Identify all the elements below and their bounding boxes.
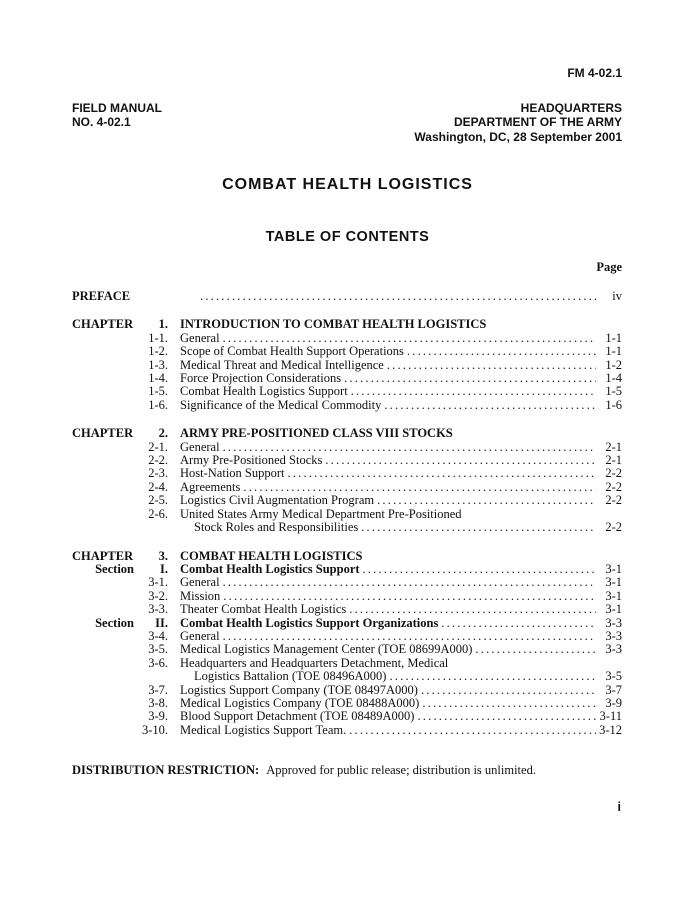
entry-page: 2-2	[605, 479, 622, 494]
toc-entry-row	[72, 630, 622, 643]
preface-page: iv	[612, 289, 622, 303]
chapter-label: CHAPTER	[72, 317, 134, 332]
entry-title: Medical Threat and Medical Intelligence	[180, 357, 384, 372]
entry-title: Army Pre-Positioned Stocks	[180, 453, 323, 468]
entry-page: 1-4	[605, 371, 622, 386]
toc-title-cell	[180, 359, 622, 372]
toc-entry-row	[72, 454, 622, 467]
section-label: Section	[95, 561, 134, 576]
toc-entry-row	[72, 481, 622, 494]
entry-page: 3-7	[605, 682, 622, 697]
dot-leader	[361, 521, 596, 534]
entry-number: 1-2.	[148, 344, 168, 359]
preface-leader-cell	[180, 290, 622, 303]
entry-number: 3-5.	[148, 642, 168, 657]
toc-title-cell	[180, 454, 622, 467]
toc-title-cell	[180, 603, 622, 616]
entry-title: Theater Combat Health Logistics	[180, 602, 347, 617]
toc-title-cell	[180, 710, 622, 723]
entry-title: General	[180, 628, 220, 643]
toc-title-cell	[180, 630, 622, 643]
toc-chapter-heading	[72, 318, 622, 331]
manual-label: FIELD MANUAL	[72, 101, 162, 115]
dot-leader	[407, 345, 596, 358]
toc-title-cell	[180, 657, 622, 670]
entry-page: 3-1	[605, 575, 622, 590]
toc-title-cell	[180, 481, 622, 494]
toc-title-cell	[180, 521, 622, 534]
entry-page: 2-2	[605, 520, 622, 535]
dot-leader	[349, 603, 596, 616]
entry-number: 1-6.	[148, 397, 168, 412]
entry-title: Medical Logistics Company (TOE 08488A000)	[180, 695, 420, 710]
toc-entry-row	[72, 697, 622, 710]
chapter-label: CHAPTER	[72, 426, 134, 441]
entry-page: 2-2	[605, 493, 622, 508]
entry-number: 2-5.	[148, 493, 168, 508]
entry-page: 1-2	[605, 357, 622, 372]
entry-number: 3-9.	[148, 709, 168, 724]
toc-title-cell	[180, 345, 622, 358]
entry-page: 3-9	[605, 695, 622, 710]
entry-number: 3-2.	[148, 588, 168, 603]
entry-title: Medical Logistics Support Team.	[180, 722, 347, 737]
toc-entry-row	[72, 467, 622, 480]
toc-title-cell	[180, 332, 622, 345]
toc-entry-row	[72, 494, 622, 507]
dot-leader	[351, 385, 596, 398]
preface-label: PREFACE	[72, 289, 131, 303]
dot-leader	[223, 630, 596, 643]
chapter-title: COMBAT HEALTH LOGISTICS	[180, 548, 363, 563]
chapter-title: INTRODUCTION TO COMBAT HEALTH LOGISTICS	[180, 317, 487, 332]
toc-title-cell	[180, 399, 622, 412]
toc-title-cell	[180, 372, 622, 385]
entry-title-continued: Stock Roles and Responsibilities	[194, 520, 359, 535]
page-column-label: Page	[596, 260, 622, 274]
chapter-number: 1.	[158, 317, 168, 332]
dot-leader	[421, 684, 596, 697]
toc-section-row	[72, 617, 622, 630]
org-department: DEPARTMENT OF THE ARMY	[454, 115, 622, 130]
entry-number: 1-1.	[148, 330, 168, 345]
dot-leader	[200, 290, 596, 303]
entry-number: 2-4.	[148, 479, 168, 494]
entry-number: 3-7.	[148, 682, 168, 697]
toc-title-cell	[180, 508, 622, 521]
org-date-line: Washington, DC, 28 September 2001	[414, 129, 622, 144]
entry-title: Agreements	[180, 479, 241, 494]
dot-leader	[441, 617, 596, 630]
entry-number: 3-1.	[148, 575, 168, 590]
chapter-label: CHAPTER	[72, 548, 134, 563]
entry-page: 1-6	[605, 397, 622, 412]
entry-page: 3-1	[605, 561, 622, 576]
entry-page: 1-5	[605, 384, 622, 399]
entry-page: 3-12	[599, 722, 622, 737]
preface-row	[72, 290, 622, 303]
toc-title-cell	[180, 670, 622, 683]
dot-leader	[384, 399, 596, 412]
section-number: II.	[155, 615, 168, 630]
toc-heading: TABLE OF CONTENTS	[265, 229, 430, 245]
chapter-title: ARMY PRE-POSITIONED CLASS VIII STOCKS	[180, 426, 453, 441]
chapter-number: 2.	[158, 426, 168, 441]
toc-title-cell	[180, 427, 622, 440]
dot-leader	[223, 590, 596, 603]
toc-title-cell	[180, 697, 622, 710]
entry-title: Scope of Combat Health Support Operations	[180, 344, 404, 359]
entry-title: Logistics Civil Augmentation Program	[180, 493, 375, 508]
toc-title-cell	[180, 563, 622, 576]
toc-entry-row	[72, 359, 622, 372]
distribution-restriction	[72, 763, 622, 778]
toc-title-cell	[180, 684, 622, 697]
toc-title-cell	[180, 467, 622, 480]
dot-leader	[344, 372, 596, 385]
toc-title-cell	[180, 576, 622, 589]
distribution-label: DISTRIBUTION RESTRICTION:	[72, 763, 260, 777]
toc-title-cell	[180, 724, 622, 737]
distribution-text: Approved for public release; distribution is unlimited.	[266, 763, 536, 777]
entry-title: Significance of the Medical Commodity	[180, 397, 382, 412]
dot-leader	[223, 441, 596, 454]
toc-title-cell	[180, 550, 622, 563]
dot-leader	[363, 563, 596, 576]
entry-page: 2-1	[605, 439, 622, 454]
dot-leader	[288, 467, 596, 480]
chapter-number: 3.	[158, 548, 168, 563]
entry-title: Force Projection Considerations	[180, 371, 342, 386]
toc-chapter-block	[72, 427, 622, 534]
dot-leader	[422, 697, 596, 710]
entry-page: 1-1	[605, 344, 622, 359]
entry-number: 3-3.	[148, 602, 168, 617]
dot-leader	[325, 454, 596, 467]
toc-chapter-heading	[72, 427, 622, 440]
masthead	[72, 101, 622, 144]
entry-title: Combat Health Logistics Support	[180, 384, 348, 399]
toc-title-cell	[180, 385, 622, 398]
entry-number: 2-2.	[148, 453, 168, 468]
toc-entry-row	[72, 710, 622, 723]
entry-number: 3-4.	[148, 628, 168, 643]
entry-page: 2-1	[605, 453, 622, 468]
dot-leader	[223, 332, 596, 345]
toc-entry-row	[72, 576, 622, 589]
entry-title: United States Army Medical Department Pre-Positioned	[180, 506, 462, 521]
entry-page: 3-1	[605, 588, 622, 603]
dot-leader	[377, 494, 596, 507]
entry-title: Medical Logistics Management Center (TOE 08699A000)	[180, 642, 473, 657]
toc-entry-row	[72, 441, 622, 454]
entry-title: Headquarters and Headquarters Detachment, Medical	[180, 655, 449, 670]
entry-title: Blood Support Detachment (TOE 08489A000)	[180, 709, 415, 724]
masthead-left	[72, 101, 162, 144]
doc-code: FM 4-02.1	[567, 66, 622, 80]
toc-entry-row	[72, 399, 622, 412]
dot-leader	[389, 670, 596, 683]
entry-title: Host-Nation Support	[180, 466, 285, 481]
toc-entry-row	[72, 590, 622, 603]
toc-entry-continuation-row	[72, 670, 622, 683]
entry-title: General	[180, 330, 220, 345]
entry-number: 1-3.	[148, 357, 168, 372]
dot-leader	[475, 643, 596, 656]
entry-title: General	[180, 439, 220, 454]
toc-title-cell	[180, 590, 622, 603]
entry-page: 3-3	[605, 615, 622, 630]
toc-entry-row	[72, 385, 622, 398]
entry-number: 2-6.	[148, 506, 168, 521]
entry-number: 3-10.	[141, 722, 168, 737]
section-title: Combat Health Logistics Support Organizations	[180, 615, 439, 630]
entry-title: Mission	[180, 588, 221, 603]
section-title: Combat Health Logistics Support	[180, 561, 360, 576]
section-label: Section	[95, 615, 134, 630]
toc-entry-row	[72, 657, 622, 670]
toc-title-cell	[180, 441, 622, 454]
toc-title-cell	[180, 643, 622, 656]
entry-page: 3-1	[605, 602, 622, 617]
entry-number: 3-8.	[148, 695, 168, 710]
dot-leader	[243, 481, 596, 494]
entry-number: 1-5.	[148, 384, 168, 399]
table-of-contents	[72, 290, 622, 737]
toc-entry-row	[72, 603, 622, 616]
section-number: I.	[160, 561, 168, 576]
toc-title-cell	[180, 617, 622, 630]
toc-entry-row	[72, 345, 622, 358]
entry-page: 3-11	[599, 709, 622, 724]
entry-page: 3-3	[605, 628, 622, 643]
manual-number: NO. 4-02.1	[72, 115, 131, 130]
toc-entry-row	[72, 372, 622, 385]
document-title: COMBAT HEALTH LOGISTICS	[222, 176, 473, 193]
toc-entry-continuation-row	[72, 521, 622, 534]
toc-entry-row	[72, 508, 622, 521]
dot-leader	[387, 359, 596, 372]
entry-number: 1-4.	[148, 371, 168, 386]
toc-section-row	[72, 563, 622, 576]
entry-title: General	[180, 575, 220, 590]
dot-leader	[223, 576, 596, 589]
toc-entry-row	[72, 724, 622, 737]
entry-title: Logistics Support Company (TOE 08497A000)	[180, 682, 418, 697]
toc-chapter-block	[72, 318, 622, 412]
entry-number: 2-1.	[148, 439, 168, 454]
toc-title-cell	[180, 494, 622, 507]
entry-number: 2-3.	[148, 466, 168, 481]
dot-leader	[349, 724, 596, 737]
toc-entry-row	[72, 643, 622, 656]
toc-entry-row	[72, 684, 622, 697]
toc-chapter-block	[72, 550, 622, 738]
toc-title-cell	[180, 318, 622, 331]
entry-page: 3-5	[605, 669, 622, 684]
toc-entry-row	[72, 332, 622, 345]
org-headquarters: HEADQUARTERS	[520, 101, 622, 115]
entry-number: 3-6.	[148, 655, 168, 670]
masthead-right	[414, 101, 622, 144]
entry-page: 3-3	[605, 642, 622, 657]
toc-chapter-heading	[72, 550, 622, 563]
entry-page: 2-2	[605, 466, 622, 481]
entry-page: 1-1	[605, 330, 622, 345]
page-number: i	[617, 800, 621, 814]
entry-title-continued: Logistics Battalion (TOE 08496A000)	[194, 669, 387, 684]
dot-leader	[417, 710, 596, 723]
